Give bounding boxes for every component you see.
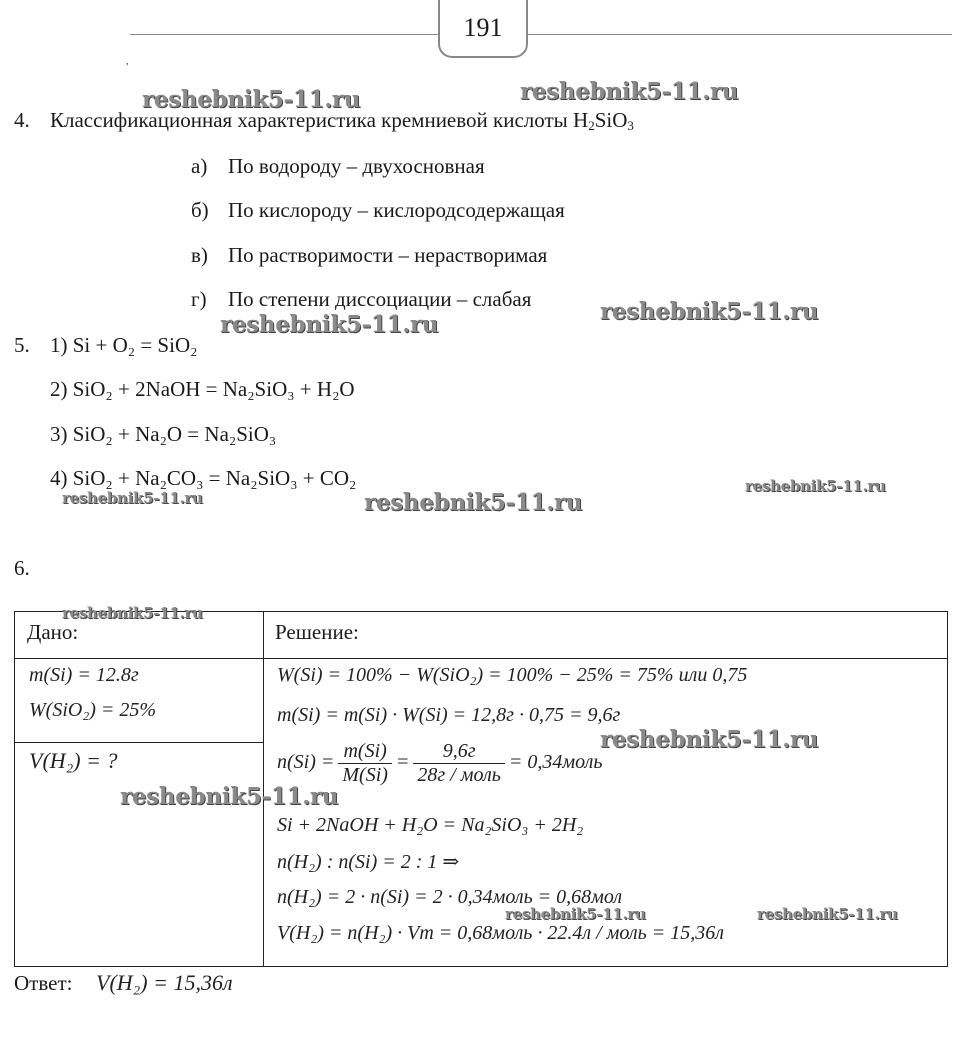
task4-item-text: По степени диссоциации – слабая	[228, 287, 532, 311]
watermark: reshebnik5-11.ru	[62, 489, 203, 507]
task4-item-marker: а)	[191, 154, 208, 178]
answer-value: V(H₂) = 15,36л	[96, 970, 233, 995]
task5-number: 5.	[14, 333, 30, 357]
given-header: Дано:	[27, 620, 79, 644]
solution-line: V(H₂) = n(H₂) · Vm = 0,68моль · 22.4л / моль = 15,36л	[277, 922, 724, 944]
reaction-line: 1) Si + O₂ = SiO₂	[50, 333, 198, 357]
watermark: reshebnik5-11.ru	[757, 905, 898, 923]
header-rule-right	[528, 34, 952, 35]
reaction-line: 3) SiO₂ + Na₂O = Na₂SiO₃	[50, 422, 277, 446]
answer-label: Ответ:	[14, 971, 73, 995]
task4-number: 4.	[14, 108, 30, 132]
given-mass: m(Si) = 12.8г	[29, 664, 139, 686]
find-volume: V(H₂) = ?	[29, 748, 118, 773]
task4-item-text: По растворимости – нерастворимая	[228, 243, 548, 267]
table-divider	[15, 658, 947, 659]
fraction: $\frac{m(Si)}{M(Si)}$	[338, 740, 392, 787]
task4-heading: Классификационная характеристика кремниевой кислоты H2SiO3	[50, 108, 634, 133]
header-rule-left	[130, 34, 438, 35]
solution-line: W(Si) = 100% − W(SiO₂) = 100% − 25% = 75% или 0,75	[277, 664, 748, 686]
watermark: reshebnik5-11.ru	[600, 726, 819, 753]
solution-line: Si + 2NaOH + H₂O = Na₂SiO₃ + 2H₂	[277, 814, 584, 836]
task6-number: 6.	[14, 556, 30, 580]
reaction-line: 2) SiO₂ + 2NaOH = Na₂SiO₃ + H₂O	[50, 377, 355, 401]
solution-fraction-line: n(Si) = $\frac{m(Si)}{M(Si)}$ = $\frac{9,6г}{\text{28г / моль}}$ = 0,34моль	[277, 740, 603, 786]
given-fraction: W(SiO₂) = 25%	[29, 699, 157, 721]
task4-item-marker: б)	[191, 198, 209, 222]
table-divider	[15, 742, 263, 743]
page-number: 191	[438, 0, 528, 58]
watermark: reshebnik5-11.ru	[505, 905, 646, 923]
watermark: reshebnik5-11.ru	[120, 783, 339, 810]
solution-line: n(H₂) : n(Si) = 2 : 1 ⇒	[277, 851, 460, 873]
stray-mark: ,	[126, 56, 129, 67]
task4-item-marker: в)	[191, 243, 208, 267]
watermark: reshebnik5-11.ru	[364, 489, 583, 516]
solution-line: m(Si) = m(Si) · W(Si) = 12,8г · 0,75 = 9,6г	[277, 704, 621, 726]
task4-item-text: По кислороду – кислородсодержащая	[228, 198, 565, 222]
fraction: $\frac{9,6г}{\text{28г / моль}}$	[413, 740, 504, 787]
task4-item-marker: г)	[191, 287, 207, 311]
task4-item-text: По водороду – двухосновная	[228, 154, 485, 178]
watermark: reshebnik5-11.ru	[600, 298, 819, 325]
solution-header: Решение:	[275, 620, 359, 644]
solution-line: n(H₂) = 2 · n(Si) = 2 · 0,34моль = 0,68мол	[277, 886, 623, 908]
reaction-line: 4) SiO₂ + Na₂CO₃ = Na₂SiO₃ + CO₂	[50, 466, 357, 490]
watermark: reshebnik5-11.ru	[745, 477, 886, 495]
watermark: reshebnik5-11.ru	[220, 311, 439, 338]
watermark: reshebnik5-11.ru	[520, 78, 739, 105]
watermark: reshebnik5-11.ru	[142, 86, 361, 113]
task4-heading-text: Классификационная характеристика кремниевой кислоты H	[50, 108, 589, 132]
watermark: reshebnik5-11.ru	[62, 604, 203, 622]
